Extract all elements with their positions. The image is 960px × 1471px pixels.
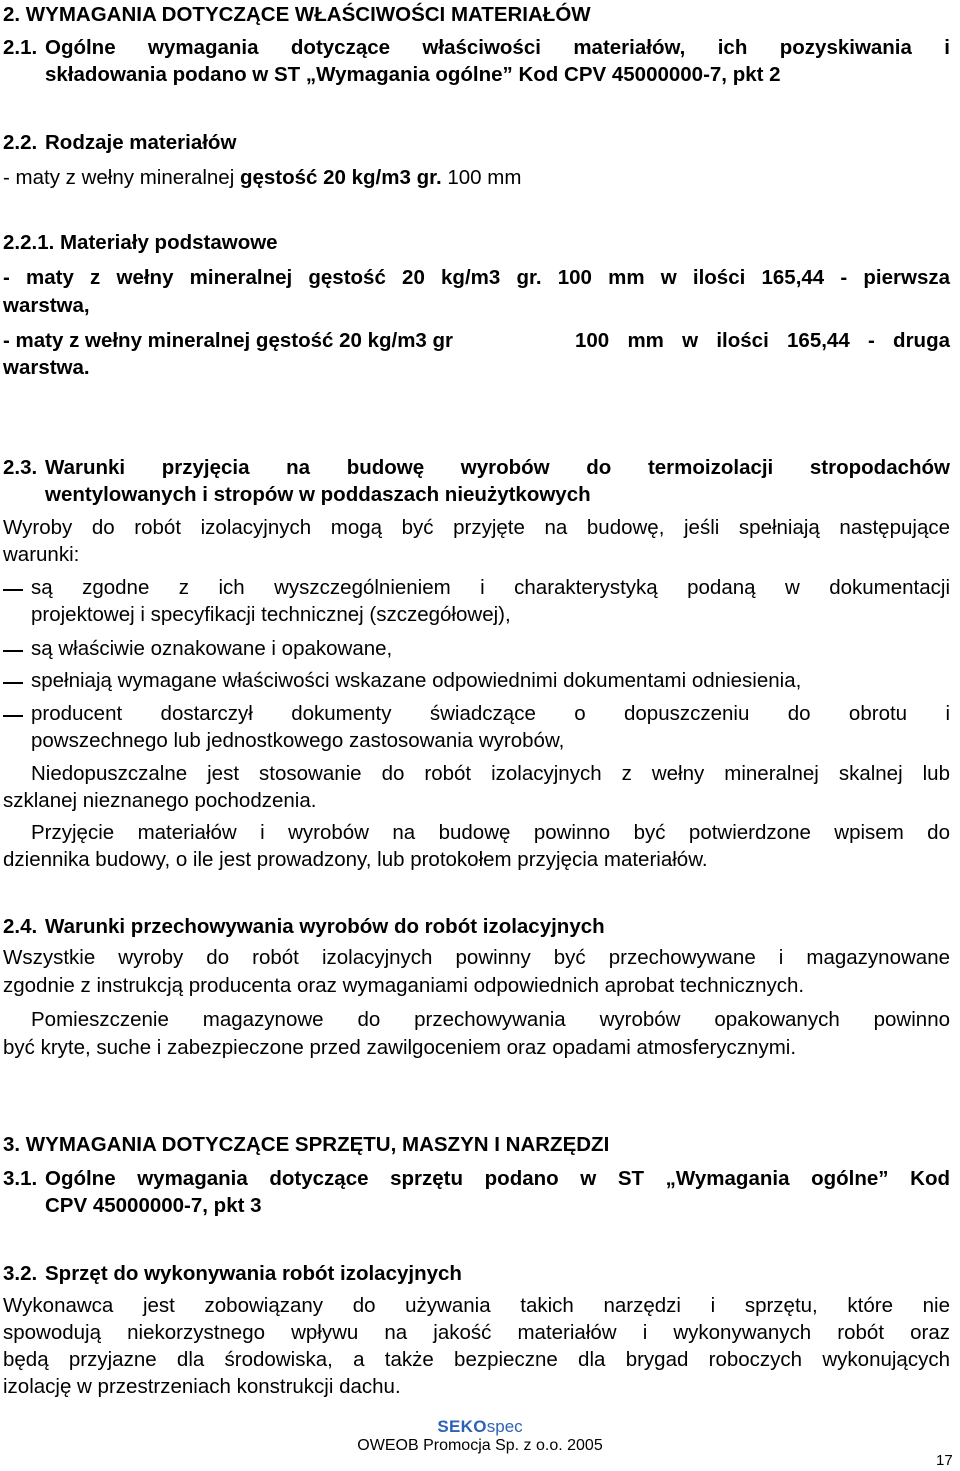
- section-2-2-1-title: 2.2.1. Materiały podstawowe: [3, 231, 278, 254]
- basic-materials-line4: warstwa.: [3, 356, 90, 379]
- section-2-3-number: 2.3.: [3, 456, 38, 479]
- condition-1-line2: projektowej i specyfikacji technicznej (szczegółowej),: [31, 603, 511, 626]
- material-list-item: [3, 168, 521, 189]
- section-2-1-line2: składowania podano w ST „Wymagania ogólne” Kod CPV 45000000-7, pkt 2: [45, 63, 781, 86]
- condition-4-line2: powszechnego lub jednostkowego zastosowania wyrobów,: [31, 729, 565, 752]
- section-3-1-line2: CPV 45000000-7, pkt 3: [45, 1194, 262, 1217]
- footer-brand-logo: [0, 1416, 960, 1437]
- storage-paragraph2-line2: być kryte, suche i zabezpieczone przed zawilgoceniem oraz opadami atmosferycznymi.: [3, 1036, 797, 1059]
- condition-2: są właściwie oznakowane i opakowane,: [31, 637, 393, 660]
- brand-name-seko: SEKO: [437, 1417, 487, 1436]
- acceptance-record-line1: Przyjęcie materiałów i wyrobów na budowę powinno być potwierdzone wpisem do: [31, 821, 950, 844]
- basic-materials-line3b: 100 mm w ilości 165,44 - druga: [575, 329, 950, 352]
- bullet-dash: [3, 682, 23, 684]
- equipment-paragraph-line2: spowodują niekorzystnego wpływu na jakość materiałów i wykonywanych robót oraz: [3, 1321, 950, 1344]
- section-3-2-title: Sprzęt do wykonywania robót izolacyjnych: [45, 1262, 462, 1285]
- equipment-paragraph-line1: Wykonawca jest zobowiązany do używania takich narzędzi i sprzętu, które nie: [3, 1294, 950, 1317]
- bullet-dash: [3, 715, 23, 717]
- condition-1-line1: są zgodne z ich wyszczególnieniem i charakterystyką podaną w dokumentacji: [31, 576, 950, 599]
- section-2-2-number: 2.2.: [3, 131, 38, 154]
- basic-materials-line3a: - maty z wełny mineralnej gęstość 20 kg/m3 gr: [3, 329, 454, 352]
- condition-3: spełniają wymagane właściwości wskazane odpowiednimi dokumentami odniesienia,: [31, 669, 802, 692]
- storage-paragraph1-line1: Wszystkie wyroby do robót izolacyjnych powinny być przechowywane i magazynowane: [3, 946, 950, 969]
- section-3-1-number: 3.1.: [3, 1167, 38, 1190]
- bullet-dash: [3, 589, 23, 591]
- footer-company: OWEOB Promocja Sp. z o.o. 2005: [357, 1437, 603, 1454]
- equipment-paragraph-line4: izolację w przestrzeniach konstrukcji dachu.: [3, 1375, 401, 1398]
- section-3-2-number: 3.2.: [3, 1262, 38, 1285]
- basic-materials-line2: warstwa,: [3, 294, 90, 317]
- material-item-rest: 100 mm: [441, 166, 522, 189]
- section-2-3-title-line1: Warunki przyjęcia na budowę wyrobów do termoizolacji stropodachów: [45, 456, 950, 479]
- acceptance-record-line2: dziennika budowy, o ile jest prowadzony, lub protokołem przyjęcia materiałów.: [3, 848, 708, 871]
- acceptance-intro-line1: Wyroby do robót izolacyjnych mogą być przyjęte na budowę, jeśli spełniają następujące: [3, 516, 950, 539]
- section-2-heading: 2. WYMAGANIA DOTYCZĄCE WŁAŚCIWOŚCI MATERIAŁÓW: [3, 3, 591, 26]
- material-item-text: - maty z wełny mineralnej: [3, 166, 240, 189]
- page-number: 17: [936, 1452, 953, 1469]
- brand-name-spec: spec: [486, 1417, 523, 1436]
- section-2-2-title: Rodzaje materiałów: [45, 131, 237, 154]
- section-3-1-line1: Ogólne wymagania dotyczące sprzętu podano w ST „Wymagania ogólne” Kod: [45, 1167, 950, 1190]
- section-3-heading: 3. WYMAGANIA DOTYCZĄCE SPRZĘTU, MASZYN I NARZĘDZI: [3, 1133, 610, 1156]
- material-item-bold: gęstość 20 kg/m3 gr.: [239, 166, 442, 189]
- storage-paragraph1-line2: zgodnie z instrukcją producenta oraz wymaganiami odpowiednich aprobat technicznych.: [3, 974, 805, 997]
- forbidden-paragraph-line1: Niedopuszczalne jest stosowanie do robót izolacyjnych z wełny mineralnej skalnej lub: [31, 762, 950, 785]
- section-2-1-line1: Ogólne wymagania dotyczące właściwości materiałów, ich pozyskiwania i: [45, 36, 950, 59]
- section-2-4-number: 2.4.: [3, 915, 38, 938]
- section-2-3-title-line2: wentylowanych i stropów w poddaszach nieużytkowych: [45, 483, 591, 506]
- basic-materials-line1: - maty z wełny mineralnej gęstość 20 kg/m3 gr. 100 mm w ilości 165,44 - pierwsza: [3, 266, 950, 289]
- section-2-4-title: Warunki przechowywania wyrobów do robót izolacyjnych: [45, 915, 605, 938]
- forbidden-paragraph-line2: szklanej nieznanego pochodzenia.: [3, 789, 317, 812]
- section-2-1-number: 2.1.: [3, 36, 38, 59]
- bullet-dash: [3, 650, 23, 652]
- equipment-paragraph-line3: będą przyjazne dla środowiska, a także bezpieczne dla brygad roboczych wykonujących: [3, 1348, 950, 1371]
- condition-4-line1: producent dostarczył dokumenty świadczące o dopuszczeniu do obrotu i: [31, 702, 950, 725]
- acceptance-intro-line2: warunki:: [3, 543, 80, 566]
- storage-paragraph2-line1: Pomieszczenie magazynowe do przechowywania wyrobów opakowanych powinno: [31, 1008, 950, 1031]
